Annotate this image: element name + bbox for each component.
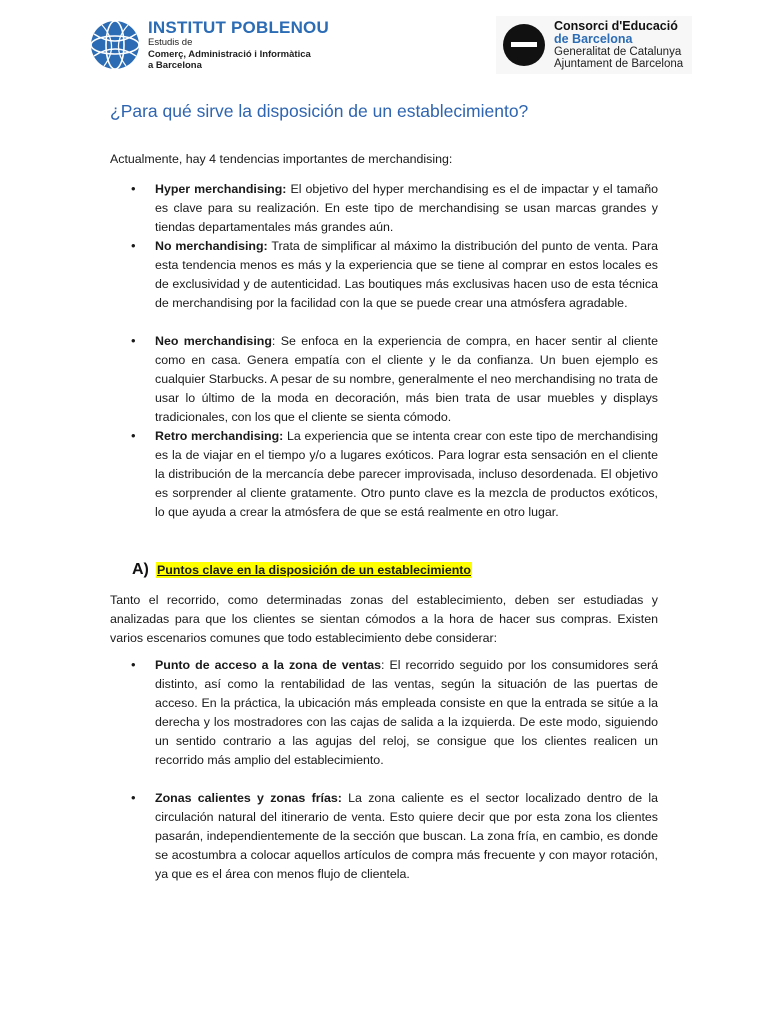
list-item-text: La zona caliente es el sector localizado dentro de la circulación natural del itinerario de venta. Esto quiere decir que por esta zona los clientes pasarán, independientemente de la sección que buscan. La zona fría, en cambio, es donde se acostumbra a colocar aquellos artículos de compra más frecuente y con mayor rotación, ya que es el área con menos flujo de clientela. bbox=[155, 791, 659, 881]
institute-line-3: a Barcelona bbox=[148, 60, 202, 72]
section-title: Puntos clave en la disposición de un establecimiento bbox=[157, 563, 471, 577]
institute-line-2: Comerç, Administració i Informàtica bbox=[148, 48, 311, 60]
list-item-term: Punto de acceso a la zona de ventas bbox=[155, 658, 381, 672]
list-item-text: Trata de simplificar al máximo la distribución del punto de venta. Para esta tendencia menos es más y la experiencia que se tiene al comprar en estos locales es de exclusividad y de autenticidad. Las boutiques más exclusivas hacen uso de esta técnica de merchandising por la facilidad con la que se puede crear una atmósfera agradable. bbox=[155, 239, 658, 310]
bullet-icon: • bbox=[131, 657, 136, 672]
list-item-text: La experiencia que se intenta crear con este tipo de merchandising es la de viajar en el tiempo y/o a lugares exóticos. Para lograr esta sensación en el cliente la distribución de la mercancía debe parecer improvisada, incluso desordenada. El objetivo es sorprender al cliente gratamente. Otro punto clave es la mezcla de productos exóticos, lo que ayuda a crear la atmósfera de que se está realmente en otro lugar. bbox=[155, 429, 658, 519]
page-title: ¿Para qué sirve la disposición de un establecimiento? bbox=[110, 101, 529, 121]
intro-paragraph: Actualmente, hay 4 tendencias importantes de merchandising: bbox=[110, 152, 453, 166]
list-item-term: Retro merchandising: bbox=[155, 429, 284, 443]
bullet-icon: • bbox=[131, 238, 136, 253]
section-heading bbox=[132, 561, 472, 579]
list-item-zones bbox=[155, 789, 658, 884]
list-item-access bbox=[155, 656, 658, 769]
consorci-line-3: Generalitat de Catalunya bbox=[554, 46, 682, 59]
consorci-line-2: de Barcelona bbox=[554, 31, 633, 46]
bullet-icon: • bbox=[131, 428, 136, 443]
section-intro-paragraph: Tanto el recorrido, como determinadas zonas del establecimiento, deben ser estudiadas y analizadas para que los clientes se sientan cómodos a la hora de hacer sus compras. Existen varios escenarios comunes que todo establecimiento debe considerar: bbox=[110, 593, 658, 645]
list-item-term: Zonas calientes y zonas frías: bbox=[155, 791, 342, 805]
list-item-no bbox=[155, 237, 658, 313]
consorci-e-logo-icon bbox=[502, 23, 546, 67]
globe-logo-icon bbox=[90, 20, 140, 70]
consorci-line-4: Ajuntament de Barcelona bbox=[554, 58, 684, 71]
section-letter: A) bbox=[132, 561, 149, 578]
list-item-text: El objetivo del hyper merchandising es el de impactar y el tamaño es clave para su realización. En este tipo de merchandising se usan marcas grandes y tiendas departamentales más grandes aún. bbox=[155, 182, 659, 234]
list-item-retro bbox=[155, 427, 658, 522]
list-item-hyper bbox=[155, 180, 658, 237]
consorci-logo-block bbox=[496, 16, 692, 74]
bullet-icon: • bbox=[131, 333, 136, 348]
list-item-term: Neo merchandising bbox=[155, 334, 272, 348]
consorci-line-1: Consorci d'Educació bbox=[554, 18, 678, 33]
list-item-term: No merchandising: bbox=[155, 239, 268, 253]
list-item-text: : Se enfoca en la experiencia de compra, en hacer sentir al cliente como en casa. Genera empatía con el cliente y le da confianza. Un buen ejemplo es cualquier Starbucks. A pesar de su nombre, generalmente el neo merchandising no trata de usar lo último de la moda en decoración, más bien trata de usar muebles y displays tradicionales, con los que el cliente se sienta cómodo. bbox=[155, 334, 659, 424]
list-item-term: Hyper merchandising: bbox=[155, 182, 287, 196]
bullet-icon: • bbox=[131, 790, 136, 805]
list-item-text: : El recorrido seguido por los consumidores será distinto, así como la rentabilidad de las ventas, según la situación de las puertas de acceso. En la práctica, la ubicación más empleada consiste en que la entrada se sitúe a la derecha y los mostradores con las cajas de salida a la izquierda. De este modo, siguiendo un sentido contrario a las agujas del reloj, se consigue que los clientes realicen un recorrido más amplio del establecimiento. bbox=[155, 658, 658, 767]
bullet-icon: • bbox=[131, 181, 136, 196]
institute-logo-block bbox=[90, 18, 329, 72]
institute-line-1: Estudis de bbox=[148, 37, 193, 49]
institute-name: INSTITUT POBLENOU bbox=[148, 18, 329, 38]
list-item-neo bbox=[155, 332, 658, 427]
